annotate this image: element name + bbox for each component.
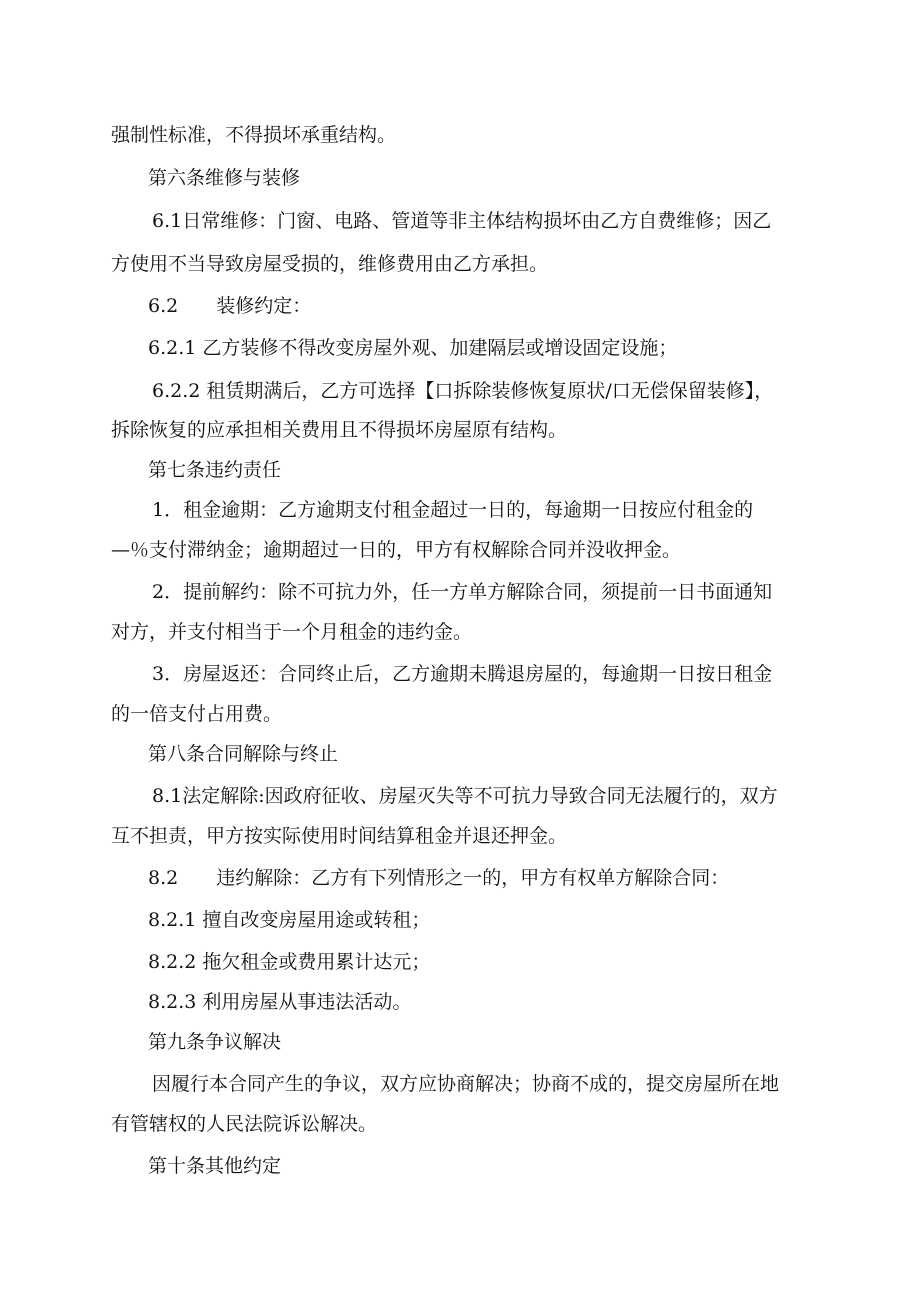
text-line-24: 因履行本合同产生的争议，双方应协商解决；协商不成的，提交房屋所在地 — [152, 1073, 780, 1095]
text-line-1: 强制性标准，不得损坏承重结构。 — [111, 124, 397, 146]
clause-8-1: 8.1法定解除:因政府征收、房屋灭失等不可抗力导致合同无法履行的，双方 — [152, 785, 778, 807]
text-line-25: 有管辖权的人民法院诉讼解决。 — [111, 1113, 378, 1135]
section-heading-7: 第七条违约责任 — [148, 459, 282, 481]
clause-7-1: 1．租金逾期：乙方逾期支付租金超过一日的，每逾期一日按应付租金的 — [152, 499, 754, 521]
section-heading-6: 第六条维修与装修 — [148, 167, 301, 189]
text-line-13: 对方，并支付相当于一个月租金的违约金。 — [111, 621, 473, 643]
text-line-15: 的一倍支付占用费。 — [111, 703, 283, 725]
clause-7-2: 2．提前解约：除不可抗力外，任一方单方解除合同，须提前一日书面通知 — [152, 581, 773, 603]
clause-7-3: 3．房屋返还：合同终止后，乙方逾期未腾退房屋的，每逾期一日按日租金 — [152, 663, 773, 685]
clause-8-2-2: 8.2.2 拖欠租金或费用累计达元； — [148, 951, 431, 973]
text-line-8: 拆除恢复的应承担相关费用且不得损坏房屋原有结构。 — [111, 419, 568, 441]
clause-8-2-1: 8.2.1 擅自改变房屋用途或转租； — [148, 909, 431, 931]
text-line-18: 互不担责，甲方按实际使用时间结算租金并退还押金。 — [111, 825, 568, 847]
clause-6-2: 6.2 装修约定： — [148, 295, 312, 317]
clause-8-2: 8.2 违约解除：乙方有下列情形之一的，甲方有权单方解除合同： — [148, 867, 730, 889]
section-heading-10: 第十条其他约定 — [148, 1155, 282, 1177]
clause-6-2-1: 6.2.1 乙方装修不得改变房屋外观、加建隔层或增设固定设施； — [148, 337, 678, 359]
clause-8-2-3: 8.2.3 利用房屋从事违法活动。 — [148, 991, 412, 1013]
clause-6-2-2: 6.2.2 租赁期满后，乙方可选择【口拆除装修恢复原状/口无偿保留装修】， — [152, 380, 774, 402]
section-heading-8: 第八条合同解除与终止 — [148, 743, 339, 765]
text-line-11: —％支付滞纳金；逾期超过一日的，甲方有权解除合同并没收押金。 — [111, 539, 682, 561]
section-heading-9: 第九条争议解决 — [148, 1031, 282, 1053]
text-line-3: 6.1日常维修：门窗、电路、管道等非主体结构损坏由乙方自费维修；因乙 — [152, 210, 772, 232]
text-line-4: 方使用不当导致房屋受损的，维修费用由乙方承担。 — [111, 253, 549, 275]
